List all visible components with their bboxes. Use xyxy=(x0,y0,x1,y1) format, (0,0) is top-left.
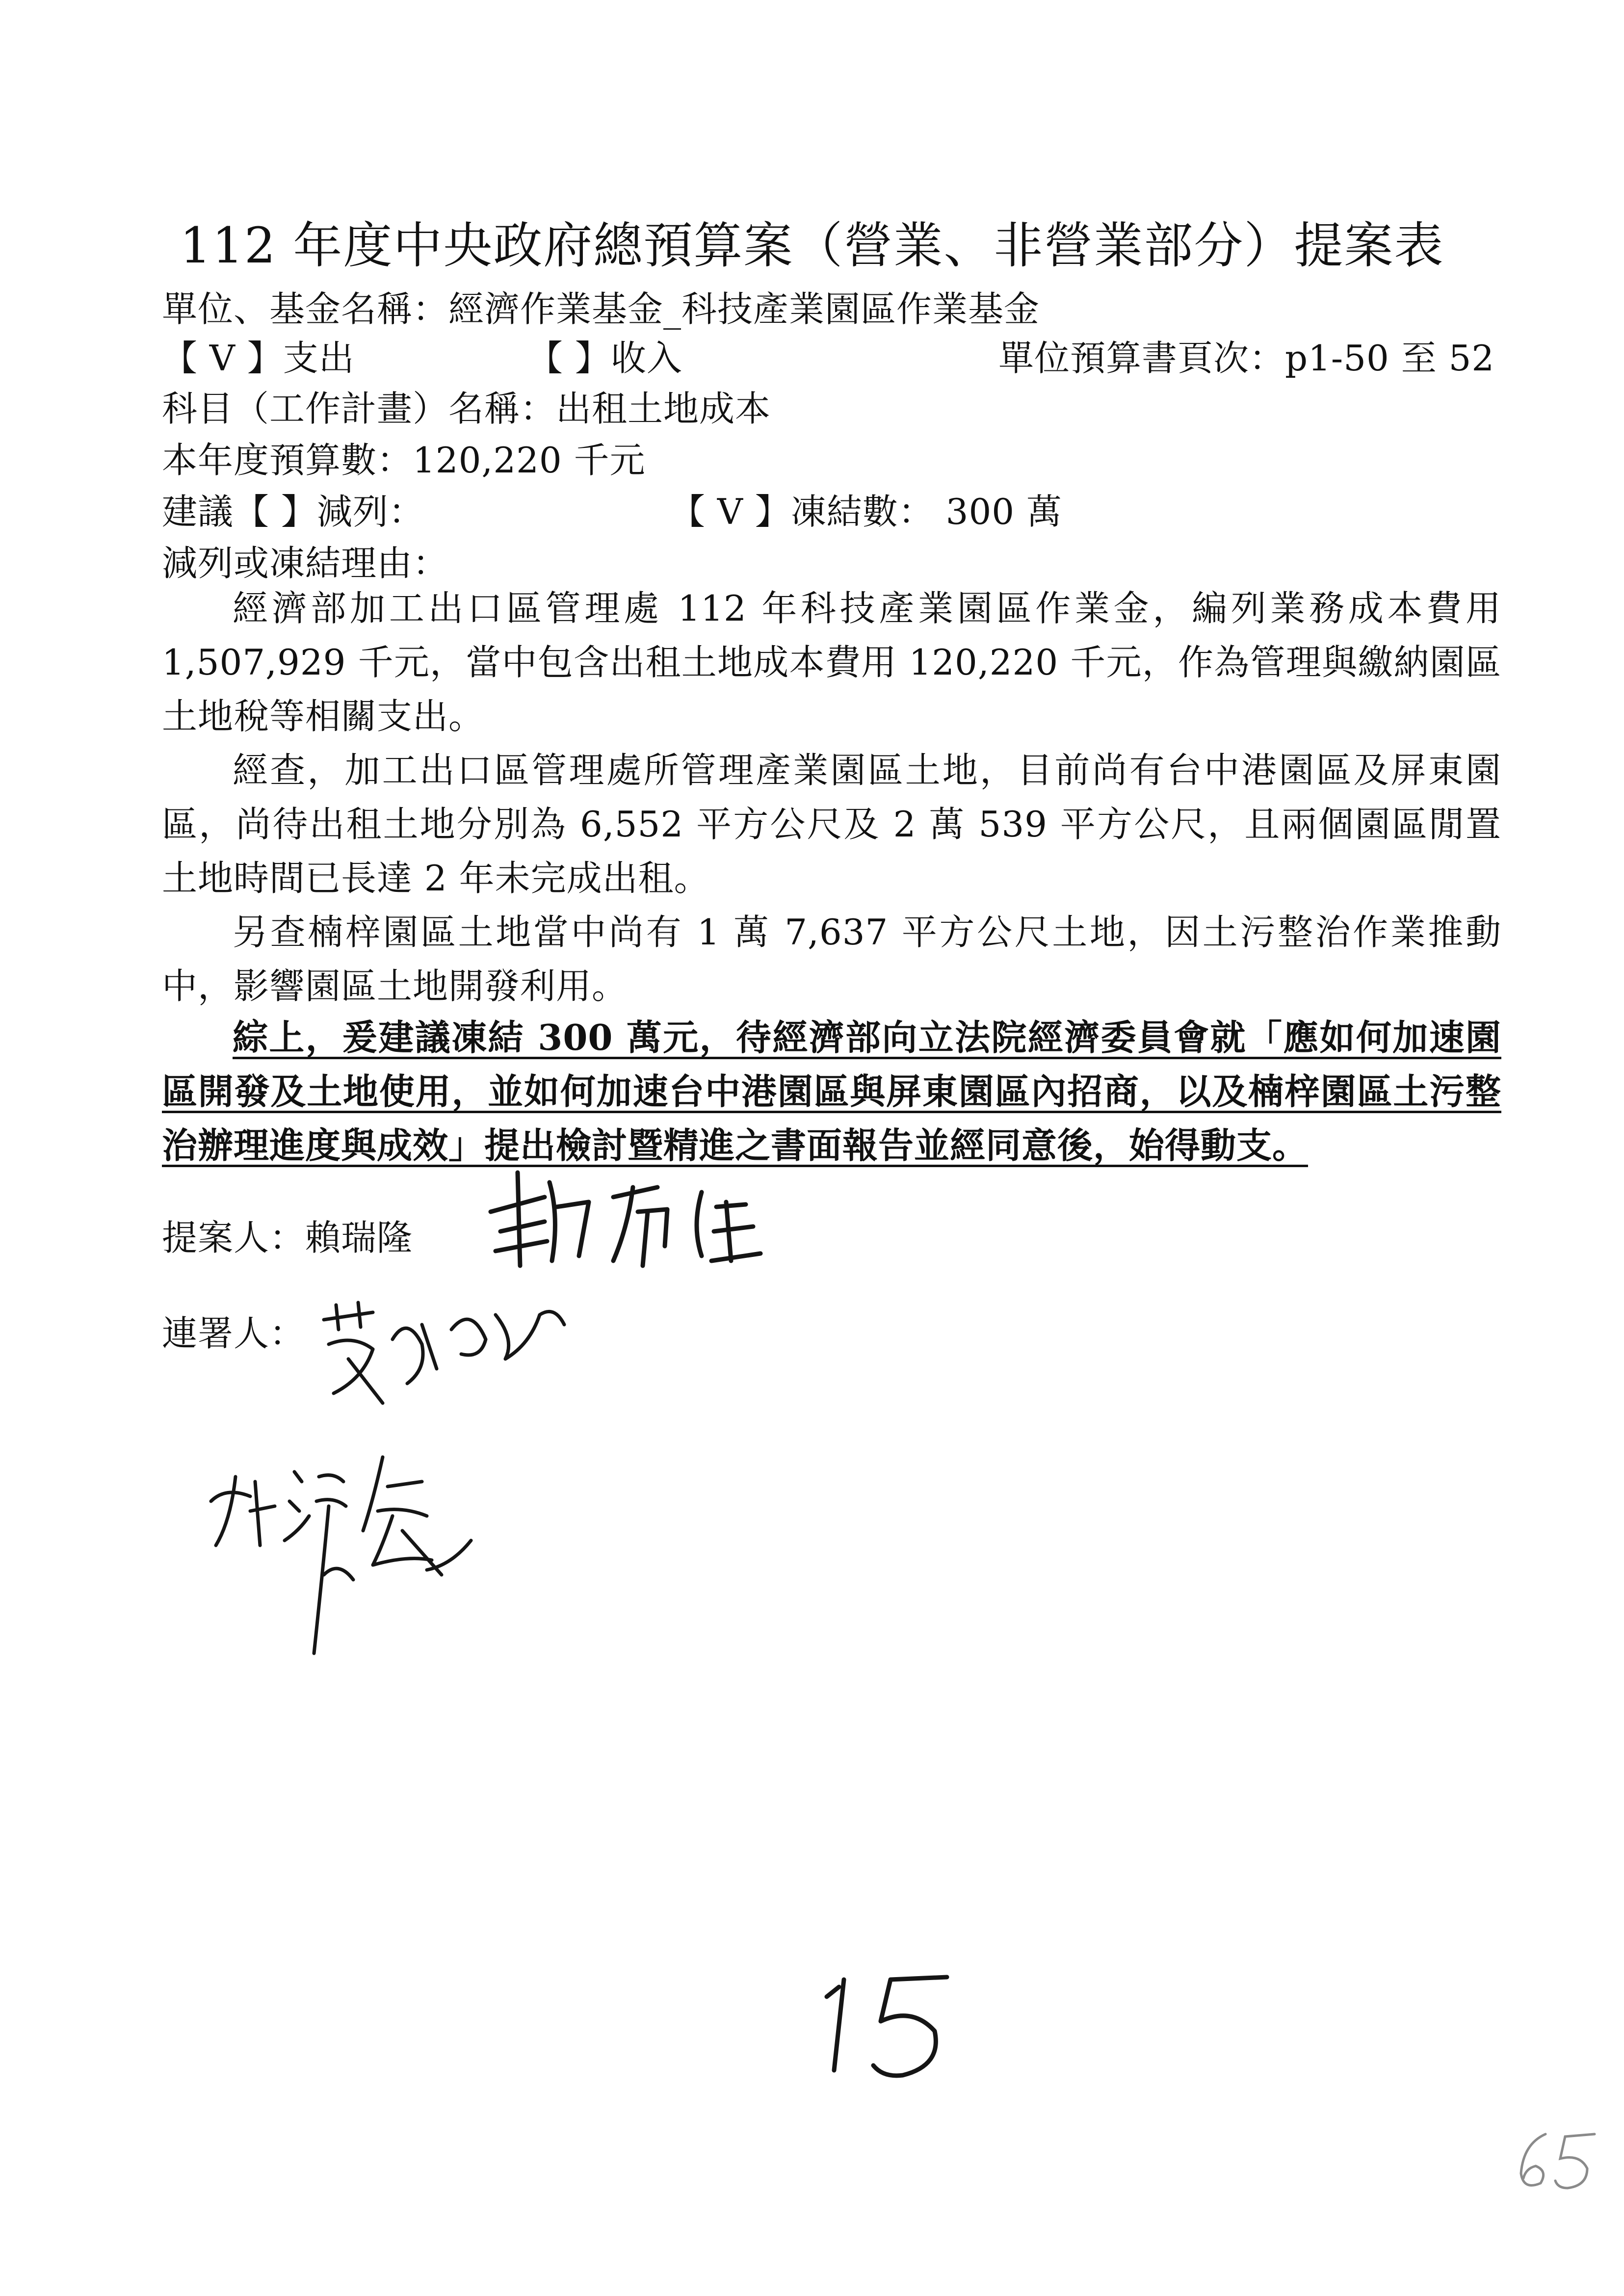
conclusion-paragraph xyxy=(162,1011,1501,1173)
expense-checkbox-label: 【 V 】支出 xyxy=(162,338,355,379)
reason-paragraph-2: 經查，加工出口區管理處所管理產業園區土地，目前尚有台中港園區及屏東園區，尚待出租土地分別為 6,552 平方公尺及 2 萬 539 平方公尺，且兩個園區閒置土地時間已長達 2 年未完成出租。 xyxy=(162,750,1501,899)
freeze-amount: 【 V 】凍結數： 300 萬 xyxy=(670,491,1062,532)
document-title: 112 年度中央政府總預算案（營業、非營業部分）提案表 xyxy=(180,217,1444,274)
cosigner-signature-2 xyxy=(196,1447,520,1658)
cosigner-signature-1 xyxy=(309,1285,584,1413)
handwritten-page-number xyxy=(805,1967,962,2085)
reason-label: 減列或凍結理由： xyxy=(162,543,449,584)
budget-line: 本年度預算數：120,220 千元 xyxy=(162,440,646,481)
income-checkbox-label: 【 】收入 xyxy=(527,338,682,379)
reason-paragraph-1: 經濟部加工出口區管理處 112 年科技產業園區作業金，編列業務成本費用 1,507,929 千元，當中包含出租土地成本費用 120,220 千元，作為管理與繳納園區土地稅等相關支出。 xyxy=(162,588,1501,737)
proposer-signature xyxy=(471,1163,775,1276)
cosigner-label: 連署人： xyxy=(162,1313,306,1354)
proposer-label: 提案人：賴瑞隆 xyxy=(162,1217,413,1258)
corner-page-number xyxy=(1509,2124,1602,2198)
page-reference: 單位預算書頁次：p1-50 至 52 xyxy=(998,338,1495,379)
reason-paragraph-3: 另查楠梓園區土地當中尚有 1 萬 7,637 平方公尺土地，因土污整治作業推動中，影響園區土地開發利用。 xyxy=(162,912,1501,1007)
subject-line: 科目（工作計畫）名稱：出租土地成本 xyxy=(162,388,771,429)
fund-name-line: 單位、基金名稱：經濟作業基金_科技產業園區作業基金 xyxy=(162,288,1040,330)
reduce-suggestion: 建議【 】減列： xyxy=(162,491,424,532)
conclusion-text: 綜上，爰建議凍結 300 萬元，待經濟部向立法院經濟委員會就「應如何加速園區開發及土地使用，並如何加速台中港園區與屏東園區內招商，以及楠梓園區土污整治辦理進度與成效」提出檢討暨精進之書面報告並經同意後，始得動支。 xyxy=(162,1017,1501,1166)
